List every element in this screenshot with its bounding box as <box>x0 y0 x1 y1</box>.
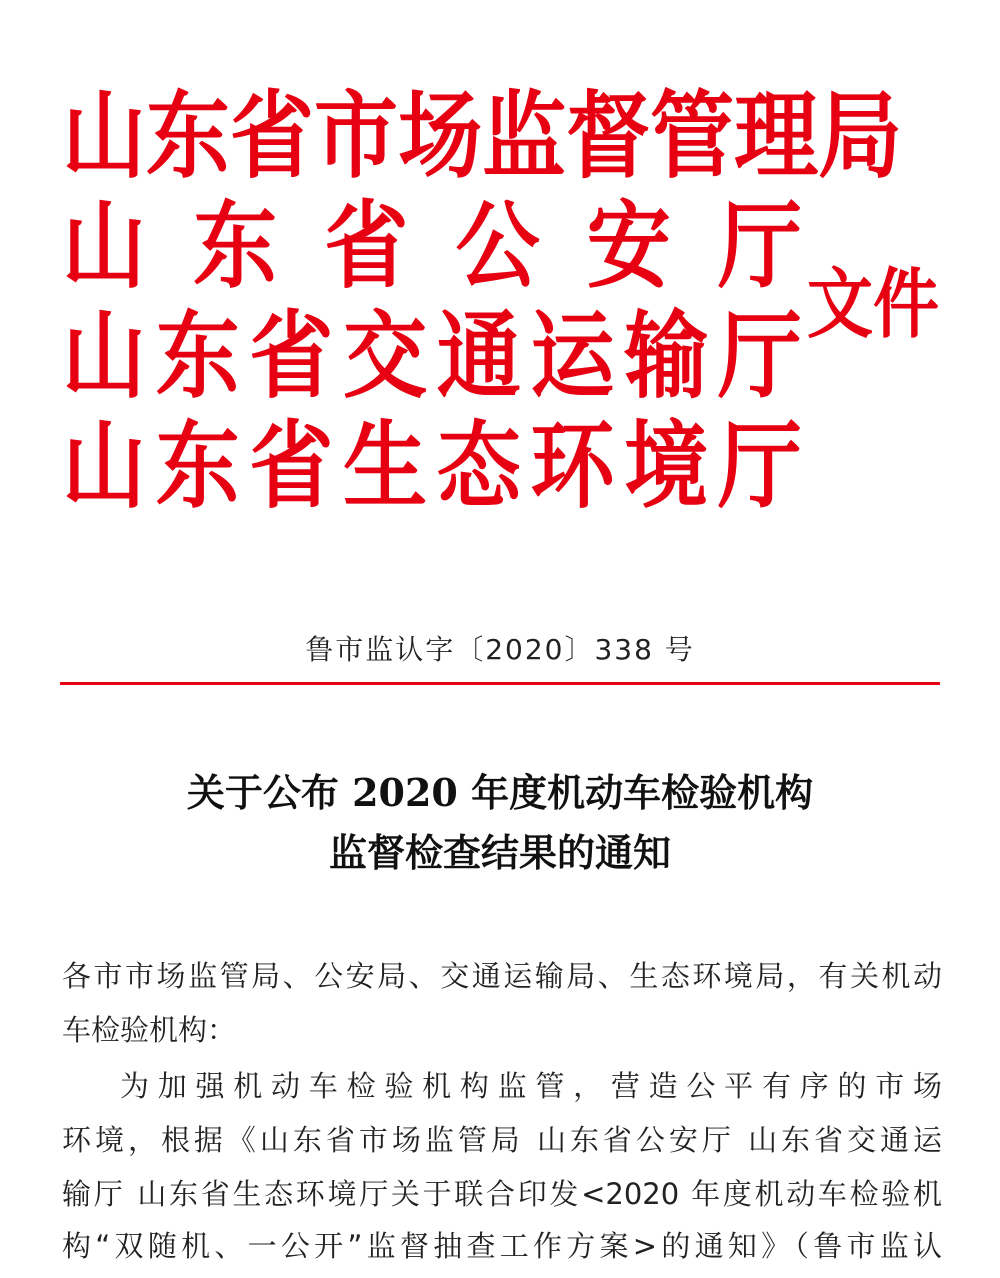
issuer-char: 管 <box>650 81 735 191</box>
issuer-char: 公 <box>455 191 540 301</box>
issuer-char: 省 <box>249 411 334 521</box>
issuer-line <box>62 301 802 411</box>
issuer-char: 局 <box>818 81 903 191</box>
issuer-char: 山 <box>62 81 147 191</box>
issuer-char: 东 <box>193 191 278 301</box>
issuer-char: 督 <box>566 81 651 191</box>
issuer-char: 市 <box>314 81 399 191</box>
body-line: 车检验机构： <box>62 1013 237 1047</box>
issuer-char: 理 <box>734 81 819 191</box>
red-masthead <box>62 80 942 520</box>
issuer-char: 山 <box>62 411 147 521</box>
body-line: 各市市场监管局、公安局、交通运输局、生态环境局，有关机动 <box>62 959 942 993</box>
issuer-line <box>62 81 903 191</box>
red-divider-line <box>60 682 940 685</box>
issuer-line <box>62 411 802 521</box>
document-title-line-2: 监督检查结果的通知 <box>328 830 671 875</box>
document-title-line-1: 关于公布 2020 年度机动车检验机构 <box>186 770 814 815</box>
issuer-char: 省 <box>230 81 315 191</box>
body-line: 构“双随机、一公开”监督抽查工作方案>的通知》（鲁市监认 <box>62 1229 942 1263</box>
issuer-char: 省 <box>324 191 409 301</box>
issuer-char: 生 <box>343 411 428 521</box>
issuer-char: 厅 <box>717 301 802 411</box>
document-suffix: 文件 <box>807 260 939 349</box>
issuer-char: 场 <box>398 81 483 191</box>
body-line: 为加强机动车检验机构监管，营造公平有序的市场 <box>120 1069 942 1103</box>
issuer-char: 交 <box>343 301 428 411</box>
issuer-char: 运 <box>530 301 615 411</box>
issuer-char: 安 <box>586 191 671 301</box>
issuer-char: 东 <box>155 301 240 411</box>
issuer-char: 东 <box>155 411 240 521</box>
issuer-char: 山 <box>62 301 147 411</box>
issuer-char: 省 <box>249 301 334 411</box>
issuer-char: 东 <box>146 81 231 191</box>
issuer-char: 环 <box>530 411 615 521</box>
issuer-char: 态 <box>436 411 521 521</box>
body-line: 环境，根据《山东省市场监管局 山东省公安厅 山东省交通运 <box>62 1123 942 1157</box>
issuer-char: 境 <box>624 411 709 521</box>
issuer-line <box>62 191 802 301</box>
issuer-char: 监 <box>482 81 567 191</box>
issuer-char: 厅 <box>717 191 802 301</box>
document-number: 鲁市监认字〔2020〕338 号 <box>305 633 695 666</box>
issuer-char: 厅 <box>717 411 802 521</box>
body-line: 输厅 山东省生态环境厅关于联合印发<2020 年度机动车检验机 <box>62 1177 942 1211</box>
issuer-char: 输 <box>624 301 709 411</box>
issuer-char: 山 <box>62 191 147 301</box>
issuer-char: 通 <box>436 301 521 411</box>
